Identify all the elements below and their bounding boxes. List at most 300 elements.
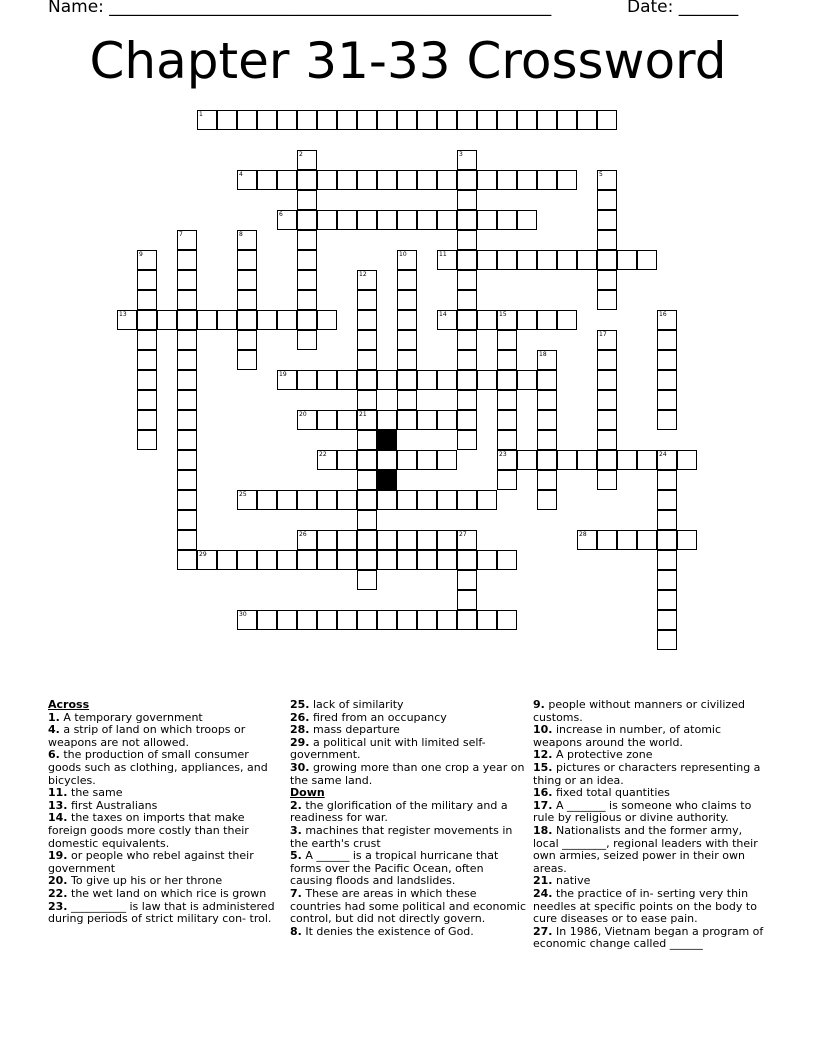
grid-cell[interactable] <box>337 170 357 190</box>
clue-number-label: 3 <box>459 151 463 158</box>
grid-cell[interactable] <box>497 550 517 570</box>
grid-cell[interactable] <box>297 370 317 390</box>
grid-cell[interactable] <box>277 610 297 630</box>
grid-cell[interactable] <box>357 490 377 510</box>
grid-cell[interactable] <box>577 450 597 470</box>
grid-cell[interactable] <box>457 310 477 330</box>
grid-cell[interactable] <box>457 430 477 450</box>
grid-cell[interactable] <box>597 190 617 210</box>
grid-cell[interactable] <box>297 170 317 190</box>
grid-cell[interactable] <box>177 550 197 570</box>
grid-cell[interactable] <box>177 290 197 310</box>
grid-cell[interactable] <box>517 450 537 470</box>
grid-cell[interactable] <box>597 410 617 430</box>
grid-cell[interactable] <box>177 430 197 450</box>
grid-cell[interactable] <box>177 350 197 370</box>
grid-cell[interactable] <box>557 170 577 190</box>
grid-cell[interactable] <box>497 410 517 430</box>
grid-cell[interactable] <box>397 350 417 370</box>
grid-cell[interactable] <box>537 170 557 190</box>
grid-cell[interactable] <box>477 170 497 190</box>
down-clue <box>533 888 765 926</box>
grid-cell[interactable] <box>377 530 397 550</box>
grid-cell[interactable] <box>657 410 677 430</box>
grid-cell[interactable] <box>317 170 337 190</box>
grid-cell[interactable] <box>397 490 417 510</box>
grid-cell[interactable] <box>597 530 617 550</box>
grid-cell[interactable] <box>517 250 537 270</box>
grid-cell[interactable] <box>677 530 697 550</box>
grid-cell[interactable] <box>277 490 297 510</box>
clue-number-label: 19 <box>279 371 287 378</box>
grid-cell[interactable] <box>297 210 317 230</box>
grid-cell[interactable] <box>137 290 157 310</box>
grid-cell[interactable] <box>477 610 497 630</box>
grid-cell[interactable] <box>357 410 377 430</box>
grid-cell[interactable] <box>457 230 477 250</box>
grid-cell[interactable] <box>577 110 597 130</box>
grid-cell[interactable] <box>637 450 657 470</box>
grid-cell[interactable] <box>597 470 617 490</box>
grid-cell[interactable] <box>537 490 557 510</box>
grid-cell[interactable] <box>237 610 257 630</box>
grid-cell[interactable] <box>457 410 477 430</box>
grid-cell[interactable] <box>357 570 377 590</box>
grid-cell[interactable] <box>237 270 257 290</box>
grid-cell[interactable] <box>297 310 317 330</box>
grid-cell[interactable] <box>417 550 437 570</box>
grid-cell[interactable] <box>237 490 257 510</box>
grid-cell[interactable] <box>297 290 317 310</box>
grid-cell[interactable] <box>357 270 377 290</box>
grid-cell[interactable] <box>497 310 517 330</box>
grid-cell[interactable] <box>417 450 437 470</box>
grid-cell[interactable] <box>297 270 317 290</box>
grid-cell[interactable] <box>597 230 617 250</box>
grid-cell[interactable] <box>197 550 217 570</box>
grid-cell[interactable] <box>537 370 557 390</box>
grid-cell[interactable] <box>597 270 617 290</box>
grid-cell[interactable] <box>357 510 377 530</box>
grid-cell[interactable] <box>357 310 377 330</box>
grid-cell[interactable] <box>657 570 677 590</box>
grid-cell[interactable] <box>237 330 257 350</box>
grid-cell[interactable] <box>597 370 617 390</box>
grid-cell[interactable] <box>437 450 457 470</box>
clue-text: Nationalists and the former army, local ________, regional leaders with their own armies, seized power in their own areas. <box>533 823 758 875</box>
grid-cell[interactable] <box>517 310 537 330</box>
grid-cell[interactable] <box>177 530 197 550</box>
grid-cell[interactable] <box>457 550 477 570</box>
grid-cell[interactable] <box>357 110 377 130</box>
clue-number: 1. <box>48 710 60 724</box>
clue-text: native <box>556 874 591 888</box>
grid-cell[interactable] <box>397 330 417 350</box>
grid-cell[interactable] <box>457 490 477 510</box>
grid-cell[interactable] <box>457 530 477 550</box>
grid-cell[interactable] <box>417 170 437 190</box>
grid-cell[interactable] <box>377 210 397 230</box>
clue-number: 29. <box>290 735 310 749</box>
grid-cell[interactable] <box>357 330 377 350</box>
grid-cell[interactable] <box>137 430 157 450</box>
grid-cell[interactable] <box>317 310 337 330</box>
grid-cell[interactable] <box>437 530 457 550</box>
grid-cell[interactable] <box>297 230 317 250</box>
grid-cell[interactable] <box>397 250 417 270</box>
grid-cell[interactable] <box>497 250 517 270</box>
grid-cell[interactable] <box>357 170 377 190</box>
grid-cell[interactable] <box>417 610 437 630</box>
grid-cell[interactable] <box>357 210 377 230</box>
grid-cell[interactable] <box>417 410 437 430</box>
grid-cell[interactable] <box>417 530 437 550</box>
grid-cell[interactable] <box>617 250 637 270</box>
down-clue <box>533 724 765 749</box>
grid-cell[interactable] <box>197 310 217 330</box>
grid-cell[interactable] <box>237 230 257 250</box>
grid-cell[interactable] <box>177 410 197 430</box>
grid-cell[interactable] <box>317 210 337 230</box>
grid-cell[interactable] <box>357 550 377 570</box>
grid-cell[interactable] <box>657 390 677 410</box>
grid-cell[interactable] <box>257 490 277 510</box>
grid-cell[interactable] <box>457 290 477 310</box>
grid-cell[interactable] <box>417 210 437 230</box>
grid-cell[interactable] <box>397 170 417 190</box>
clue-number: 7. <box>290 886 302 900</box>
grid-cell[interactable] <box>177 470 197 490</box>
grid-cell[interactable] <box>137 350 157 370</box>
grid-cell[interactable] <box>457 350 477 370</box>
grid-cell[interactable] <box>177 510 197 530</box>
grid-cell[interactable] <box>477 370 497 390</box>
grid-cell[interactable] <box>357 450 377 470</box>
grid-cell[interactable] <box>497 610 517 630</box>
grid-cell[interactable] <box>377 610 397 630</box>
grid-cell[interactable] <box>457 570 477 590</box>
grid-cell[interactable] <box>257 110 277 130</box>
grid-cell[interactable] <box>517 110 537 130</box>
grid-cell[interactable] <box>397 550 417 570</box>
grid-cell[interactable] <box>597 330 617 350</box>
grid-cell[interactable] <box>497 470 517 490</box>
grid-cell[interactable] <box>597 170 617 190</box>
grid-cell[interactable] <box>537 450 557 470</box>
clue-number: 9. <box>533 698 545 711</box>
grid-cell[interactable] <box>457 250 477 270</box>
grid-cell[interactable] <box>197 110 217 130</box>
grid-cell[interactable] <box>297 530 317 550</box>
grid-cell[interactable] <box>177 450 197 470</box>
grid-cell[interactable] <box>597 390 617 410</box>
grid-cell[interactable] <box>297 490 317 510</box>
grid-cell[interactable] <box>237 310 257 330</box>
grid-cell[interactable] <box>457 110 477 130</box>
grid-cell[interactable] <box>377 410 397 430</box>
grid-cell[interactable] <box>497 370 517 390</box>
grid-cell[interactable] <box>557 250 577 270</box>
grid-cell[interactable] <box>137 410 157 430</box>
grid-cell[interactable] <box>137 370 157 390</box>
grid-cell[interactable] <box>517 170 537 190</box>
grid-cell[interactable] <box>537 390 557 410</box>
grid-cell[interactable] <box>437 170 457 190</box>
grid-cell[interactable] <box>597 450 617 470</box>
grid-cell[interactable] <box>357 350 377 370</box>
grid-cell[interactable] <box>437 210 457 230</box>
clue-text: the production of small consumer goods such as clothing, appliances, and bicycles. <box>48 748 268 787</box>
grid-cell[interactable] <box>297 610 317 630</box>
grid-cell[interactable] <box>457 590 477 610</box>
grid-cell[interactable] <box>597 350 617 370</box>
grid-cell[interactable] <box>517 370 537 390</box>
grid-cell[interactable] <box>657 610 677 630</box>
grid-cell[interactable] <box>457 210 477 230</box>
grid-cell[interactable] <box>657 630 677 650</box>
grid-cell[interactable] <box>437 550 457 570</box>
grid-cell[interactable] <box>397 390 417 410</box>
grid-cell[interactable] <box>657 330 677 350</box>
clue-text: A protective zone <box>556 748 653 762</box>
grid-cell[interactable] <box>357 390 377 410</box>
grid-cell[interactable] <box>177 490 197 510</box>
grid-cell[interactable] <box>297 330 317 350</box>
clue-number: 12. <box>533 748 553 762</box>
grid-cell[interactable] <box>337 610 357 630</box>
across-clue <box>48 850 280 875</box>
grid-cell[interactable] <box>397 410 417 430</box>
grid-cell[interactable] <box>537 350 557 370</box>
grid-cell[interactable] <box>597 210 617 230</box>
grid-cell[interactable] <box>437 310 457 330</box>
grid-cell[interactable] <box>457 330 477 350</box>
grid-cell[interactable] <box>217 310 237 330</box>
grid-cell[interactable] <box>297 110 317 130</box>
grid-cell[interactable] <box>137 390 157 410</box>
grid-cell[interactable] <box>437 370 457 390</box>
grid-cell[interactable] <box>337 410 357 430</box>
grid-cell[interactable] <box>357 430 377 450</box>
grid-cell[interactable] <box>277 550 297 570</box>
grid-cell[interactable] <box>437 110 457 130</box>
grid-cell[interactable] <box>437 410 457 430</box>
grid-cell[interactable] <box>177 390 197 410</box>
grid-cell[interactable] <box>317 550 337 570</box>
grid-cell[interactable] <box>397 610 417 630</box>
grid-cell[interactable] <box>297 410 317 430</box>
grid-cell[interactable] <box>377 550 397 570</box>
grid-cell[interactable] <box>477 310 497 330</box>
grid-cell[interactable] <box>477 210 497 230</box>
grid-cell[interactable] <box>137 310 157 330</box>
grid-cell[interactable] <box>177 310 197 330</box>
grid-cell[interactable] <box>217 110 237 130</box>
grid-cell[interactable] <box>377 170 397 190</box>
grid-cell[interactable] <box>397 370 417 390</box>
grid-cell[interactable] <box>237 250 257 270</box>
grid-cell[interactable] <box>357 370 377 390</box>
grid-cell[interactable] <box>277 110 297 130</box>
grid-cell[interactable] <box>597 290 617 310</box>
grid-cell[interactable] <box>337 210 357 230</box>
grid-cell[interactable] <box>397 290 417 310</box>
grid-cell[interactable] <box>477 250 497 270</box>
grid-cell[interactable] <box>177 370 197 390</box>
grid-cell[interactable] <box>237 110 257 130</box>
grid-cell[interactable] <box>457 390 477 410</box>
grid-cell[interactable] <box>317 450 337 470</box>
grid-cell[interactable] <box>257 310 277 330</box>
grid-cell[interactable] <box>497 430 517 450</box>
grid-cell[interactable] <box>497 390 517 410</box>
grid-cell[interactable] <box>657 510 677 530</box>
grid-cell[interactable] <box>657 310 677 330</box>
grid-cell[interactable] <box>397 450 417 470</box>
grid-cell[interactable] <box>357 530 377 550</box>
grid-cell[interactable] <box>497 330 517 350</box>
grid-cell[interactable] <box>597 110 617 130</box>
clue-text: fired from an occupancy <box>313 710 447 724</box>
grid-cell[interactable] <box>537 410 557 430</box>
grid-cell[interactable] <box>637 250 657 270</box>
grid-cell[interactable] <box>617 530 637 550</box>
grid-cell[interactable] <box>377 370 397 390</box>
grid-cell[interactable] <box>597 430 617 450</box>
grid-cell[interactable] <box>337 450 357 470</box>
grid-cell[interactable] <box>637 530 657 550</box>
grid-cell[interactable] <box>417 490 437 510</box>
grid-cell[interactable] <box>357 470 377 490</box>
grid-cell[interactable] <box>417 110 437 130</box>
grid-cell[interactable] <box>457 150 477 170</box>
grid-cell[interactable] <box>557 450 577 470</box>
grid-cell[interactable] <box>177 250 197 270</box>
grid-cell[interactable] <box>317 530 337 550</box>
grid-cell[interactable] <box>497 110 517 130</box>
grid-cell[interactable] <box>657 530 677 550</box>
grid-cell[interactable] <box>277 370 297 390</box>
grid-cell[interactable] <box>557 310 577 330</box>
grid-cell[interactable] <box>477 110 497 130</box>
grid-cell[interactable] <box>477 490 497 510</box>
grid-cell[interactable] <box>257 550 277 570</box>
grid-cell[interactable] <box>657 550 677 570</box>
grid-cell[interactable] <box>237 550 257 570</box>
grid-cell[interactable] <box>137 330 157 350</box>
grid-cell[interactable] <box>277 310 297 330</box>
grid-cell[interactable] <box>597 250 617 270</box>
grid-cell[interactable] <box>617 450 637 470</box>
grid-cell[interactable] <box>137 250 157 270</box>
grid-cell[interactable] <box>457 190 477 210</box>
grid-cell[interactable] <box>457 610 477 630</box>
grid-cell[interactable] <box>657 590 677 610</box>
grid-cell[interactable] <box>497 170 517 190</box>
grid-cell[interactable] <box>397 530 417 550</box>
grid-cell[interactable] <box>397 310 417 330</box>
grid-cell[interactable] <box>457 270 477 290</box>
grid-cell[interactable] <box>497 450 517 470</box>
grid-cell[interactable] <box>357 290 377 310</box>
grid-cell[interactable] <box>657 350 677 370</box>
grid-cell[interactable] <box>297 250 317 270</box>
grid-cell[interactable] <box>437 490 457 510</box>
grid-cell[interactable] <box>397 270 417 290</box>
grid-cell[interactable] <box>317 490 337 510</box>
grid-cell[interactable] <box>397 210 417 230</box>
grid-cell[interactable] <box>297 190 317 210</box>
grid-cell[interactable] <box>557 110 577 130</box>
grid-cell[interactable] <box>577 530 597 550</box>
grid-cell[interactable] <box>537 310 557 330</box>
grid-cell[interactable] <box>537 430 557 450</box>
grid-cell[interactable] <box>537 250 557 270</box>
grid-cell[interactable] <box>377 490 397 510</box>
grid-cell[interactable] <box>477 550 497 570</box>
grid-cell[interactable] <box>137 270 157 290</box>
grid-cell[interactable] <box>497 210 517 230</box>
grid-cell[interactable] <box>337 370 357 390</box>
grid-cell[interactable] <box>657 370 677 390</box>
grid-cell[interactable] <box>177 330 197 350</box>
grid-cell[interactable] <box>337 490 357 510</box>
grid-cell[interactable] <box>337 550 357 570</box>
grid-cell[interactable] <box>657 470 677 490</box>
grid-cell[interactable] <box>157 310 177 330</box>
grid-cell[interactable] <box>217 550 237 570</box>
grid-cell[interactable] <box>237 170 257 190</box>
grid-cell[interactable] <box>257 610 277 630</box>
clue-text: A temporary government <box>63 710 203 724</box>
grid-cell[interactable] <box>677 450 697 470</box>
grid-cell[interactable] <box>537 470 557 490</box>
grid-cell[interactable] <box>377 450 397 470</box>
grid-cell[interactable] <box>317 410 337 430</box>
grid-cell[interactable] <box>337 530 357 550</box>
grid-cell[interactable] <box>237 350 257 370</box>
grid-cell[interactable] <box>177 270 197 290</box>
grid-cell[interactable] <box>357 610 377 630</box>
grid-cell[interactable] <box>497 350 517 370</box>
grid-cell[interactable] <box>297 550 317 570</box>
grid-cell[interactable] <box>317 370 337 390</box>
grid-cell[interactable] <box>657 490 677 510</box>
grid-cell[interactable] <box>337 110 357 130</box>
grid-cell[interactable] <box>657 450 677 470</box>
grid-cell[interactable] <box>277 210 297 230</box>
grid-cell[interactable] <box>277 170 297 190</box>
grid-cell[interactable] <box>237 290 257 310</box>
grid-cell[interactable] <box>257 170 277 190</box>
grid-cell[interactable] <box>297 150 317 170</box>
grid-cell[interactable] <box>417 370 437 390</box>
grid-cell[interactable] <box>437 250 457 270</box>
grid-cell[interactable] <box>577 250 597 270</box>
grid-cell[interactable] <box>117 310 137 330</box>
grid-cell[interactable] <box>457 170 477 190</box>
grid-cell[interactable] <box>177 230 197 250</box>
grid-cell[interactable] <box>517 210 537 230</box>
grid-cell[interactable] <box>317 610 337 630</box>
grid-cell[interactable] <box>377 110 397 130</box>
grid-cell[interactable] <box>537 110 557 130</box>
grid-cell[interactable] <box>457 370 477 390</box>
grid-cell[interactable] <box>397 110 417 130</box>
clue-number-label: 1 <box>199 111 203 118</box>
grid-cell[interactable] <box>317 110 337 130</box>
grid-cell[interactable] <box>437 610 457 630</box>
